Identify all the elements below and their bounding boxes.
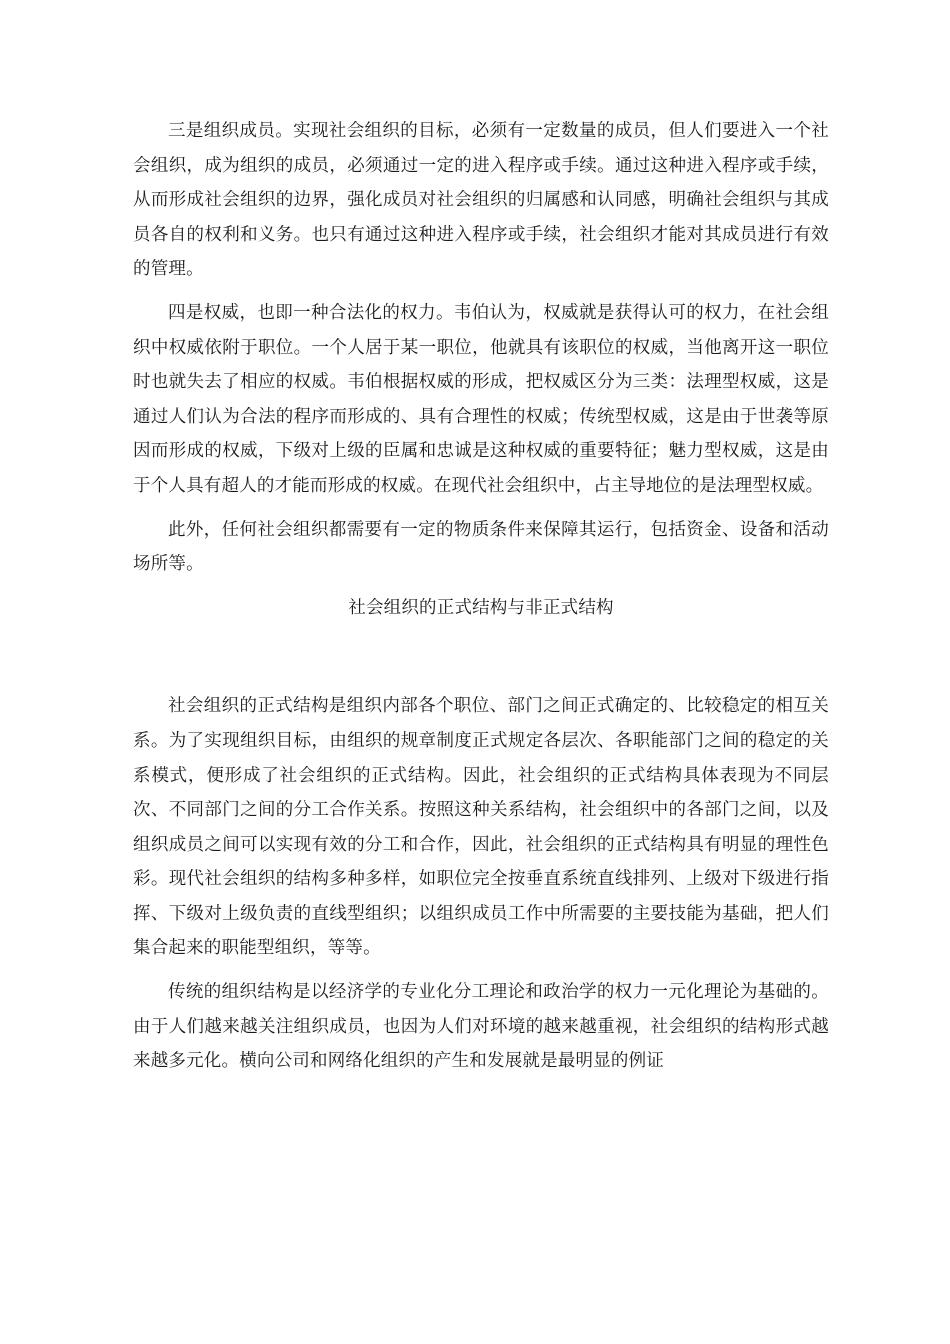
paragraph-gap	[133, 287, 829, 296]
document-page	[133, 114, 829, 1079]
paragraph-material-conditions: 此外，任何社会组织都需要有一定的物质条件来保障其运行，包括资金、设备和活动场所等。	[133, 519, 829, 575]
paragraph-gap	[133, 582, 829, 591]
paragraph-organization-members: 三是组织成员。实现社会组织的目标，必须有一定数量的成员，但人们要进入一个社会组织，成为组织的成员，必须通过一定的进入程序或手续。通过这种进入程序或手续，从而形成社会组织的边界，强化成员对社会组织的归属感和认同感，明确社会组织与其成员各自的权利和义务。也只有通过这种进入程序或手续，社会组织才能对其成员进行有效的管理。	[133, 121, 829, 280]
paragraph-formal-structure: 社会组织的正式结构是组织内部各个职位、部门之间正式确定的、比较稳定的相互关系。为了实现组织目标，由组织的规章制度正式规定各层次、各职能部门之间的稳定的关系模式，便形成了社会组织的正式结构。因此，社会组织的正式结构具体表现为不同层次、不同部门之间的分工合作关系。按照这种关系结构，社会组织中的各部门之间，以及组织成员之间可以实现有效的分工和合作，因此，社会组织的正式结构具有明显的理性色彩。现代社会组织的结构多种多样，如职位完全按垂直系统直线排列、上级对下级进行指挥、下级对上级负责的直线型组织；以组织成员工作中所需要的主要技能为基础，把人们集合起来的职能型组织，等等。	[133, 696, 829, 959]
section-heading: 社会组织的正式结构与非正式结构	[348, 597, 614, 618]
heading-gap	[133, 625, 829, 689]
paragraph-gap	[133, 504, 829, 513]
paragraph-authority: 四是权威，也即一种合法化的权力。韦伯认为，权威就是获得认可的权力，在社会组织中权威依附于职位。一个人居于某一职位，他就具有该职位的权威，当他离开这一职位时也就失去了相应的权威。韦伯根据权威的形成，把权威区分为三类：法理型权威，这是通过人们认为合法的程序而形成的、具有合理性的权威；传统型权威，这是由于世袭等原因而形成的权威，下级对上级的臣属和忠诚是这种权威的重要特征；魅力型权威，这是由于个人具有超人的才能而形成的权威。在现代社会组织中，占主导地位的是法理型权威。	[133, 302, 829, 496]
paragraph-gap	[133, 966, 829, 975]
paragraph-traditional-structure: 传统的组织结构是以经济学的专业化分工理论和政治学的权力一元化理论为基础的。由于人们越来越关注组织成员，也因为人们对环境的越来越重视，社会组织的结构形式越来越多元化。横向公司和网络化组织的产生和发展就是最明显的例证	[133, 982, 829, 1072]
